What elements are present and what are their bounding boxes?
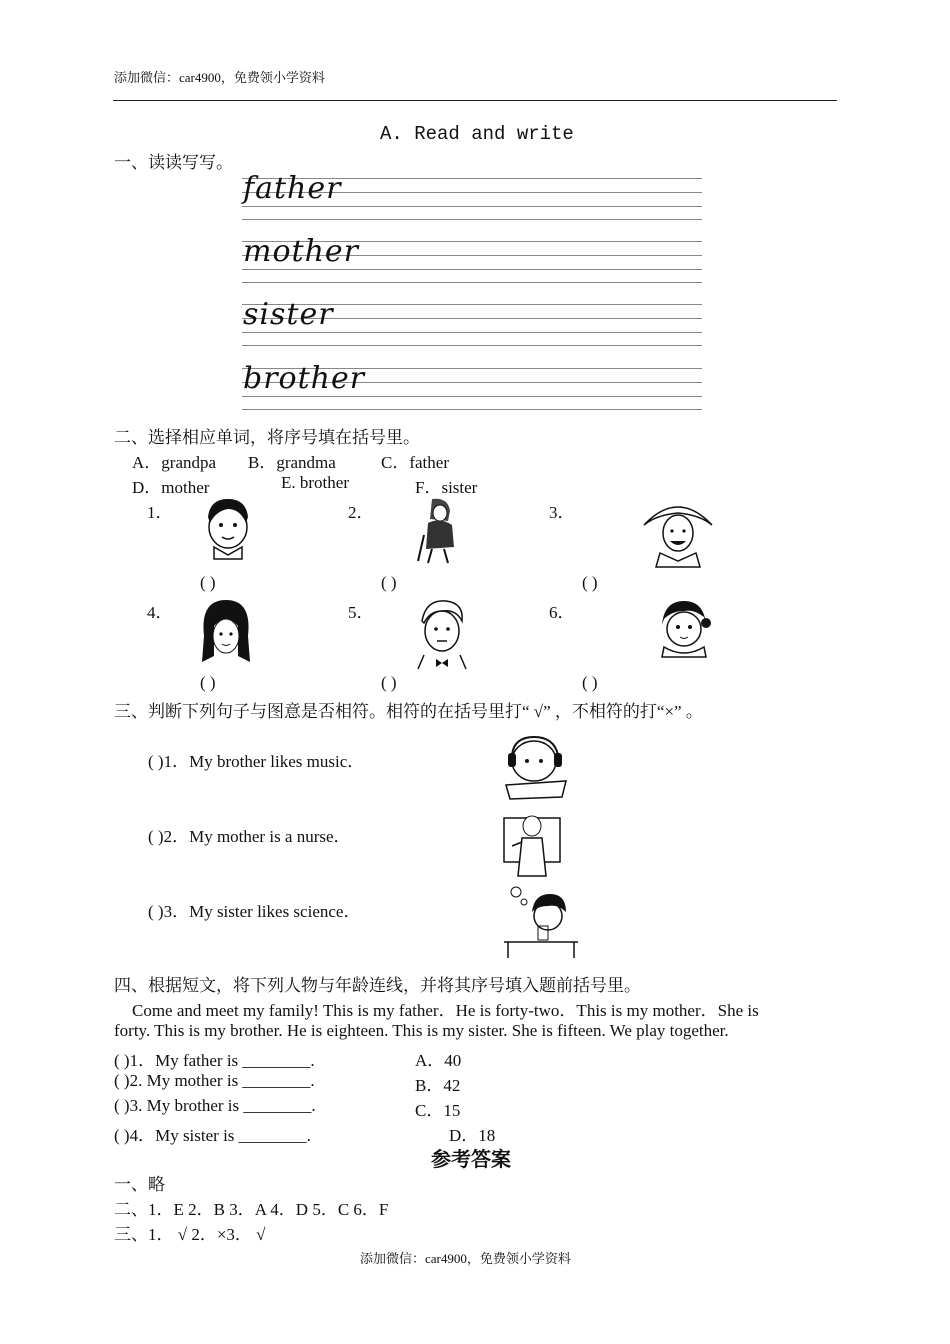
item-number-5: 5．	[348, 603, 374, 622]
answer-key-line-2: 二、1．E 2．B 3．A 4．D 5．C 6．F	[114, 1200, 389, 1219]
question-3: ( )3. My brother is ________.	[114, 1096, 316, 1115]
practice-word-mother: mother	[243, 234, 359, 269]
answer-key-title: 参考答案	[431, 1149, 511, 1171]
option-e: E. brother	[281, 473, 349, 492]
section4-heading: 四、根据短文，将下列人物与年龄连线，并将其序号填入题前括号里。	[114, 976, 641, 995]
footer-note: 添加微信：car4900，免费领小学资料	[360, 1251, 571, 1266]
practice-word-brother: brother	[243, 361, 366, 396]
answer-option-c: C．15	[415, 1101, 461, 1120]
option-a: A．grandpa	[132, 453, 217, 472]
teacher-picture	[500, 806, 568, 878]
answer-blank-4[interactable]: ( )	[200, 673, 216, 692]
judge-item-3: ( )3．My sister likes science．	[148, 902, 361, 921]
header-divider	[113, 100, 837, 101]
section3-heading: 三、判断下列句子与图意是否相符。相符的在括号里打“ √” ，不相符的打“×” 。	[114, 702, 703, 721]
passage-line-1: Come and meet my family! This is my father．He is forty-two．This is my mother．She is	[132, 1001, 759, 1020]
answer-key-line-3: 三、1． √ 2．×3． √	[114, 1225, 266, 1244]
passage-line-2: forty. This is my brother. He is eighteen. This is my sister. She is fifteen. We play together.	[114, 1021, 729, 1040]
answer-blank-1[interactable]: ( )	[200, 573, 216, 592]
father-picture	[414, 597, 470, 671]
science-girl-picture	[502, 882, 582, 960]
option-c: C．father	[381, 453, 449, 472]
option-b: B．grandma	[248, 453, 336, 472]
practice-word-sister: sister	[243, 297, 334, 332]
answer-blank-3[interactable]: ( )	[582, 573, 598, 592]
answer-key-line-1: 一、略	[114, 1175, 165, 1194]
item-number-3: 3．	[549, 503, 575, 522]
boy-picture	[200, 495, 256, 561]
section2-heading: 二、选择相应单词，将序号填在括号里。	[114, 428, 420, 447]
answer-option-a: A．40	[415, 1051, 462, 1070]
question-1: ( )1．My father is ________.	[114, 1051, 315, 1070]
option-f: F．sister	[415, 478, 478, 497]
question-2: ( )2. My mother is ________.	[114, 1071, 315, 1090]
item-number-4: 4．	[147, 603, 173, 622]
music-boy-picture	[500, 733, 572, 801]
girl-picture	[656, 597, 712, 661]
answer-blank-5[interactable]: ( )	[381, 673, 397, 692]
answer-option-b: B．42	[415, 1076, 461, 1095]
grandpa-picture	[640, 495, 716, 569]
option-d: D．mother	[132, 478, 210, 497]
answer-blank-6[interactable]: ( )	[582, 673, 598, 692]
question-4: ( )4．My sister is ________.	[114, 1126, 311, 1145]
item-number-1: 1．	[147, 503, 173, 522]
section1-heading: 一、读读写写。	[114, 153, 233, 172]
item-number-6: 6．	[549, 603, 575, 622]
answer-blank-2[interactable]: ( )	[381, 573, 397, 592]
judge-item-2: ( )2．My mother is a nurse．	[148, 827, 351, 846]
answer-option-d: D．18	[449, 1126, 496, 1145]
grandma-picture	[414, 495, 464, 567]
item-number-2: 2．	[348, 503, 374, 522]
mother-picture	[198, 596, 254, 668]
judge-item-1: ( )1．My brother likes music．	[148, 752, 365, 771]
page-title: A. Read and write	[380, 123, 574, 145]
practice-word-father: father	[243, 171, 342, 206]
header-note: 添加微信：car4900，免费领小学资料	[114, 70, 325, 85]
